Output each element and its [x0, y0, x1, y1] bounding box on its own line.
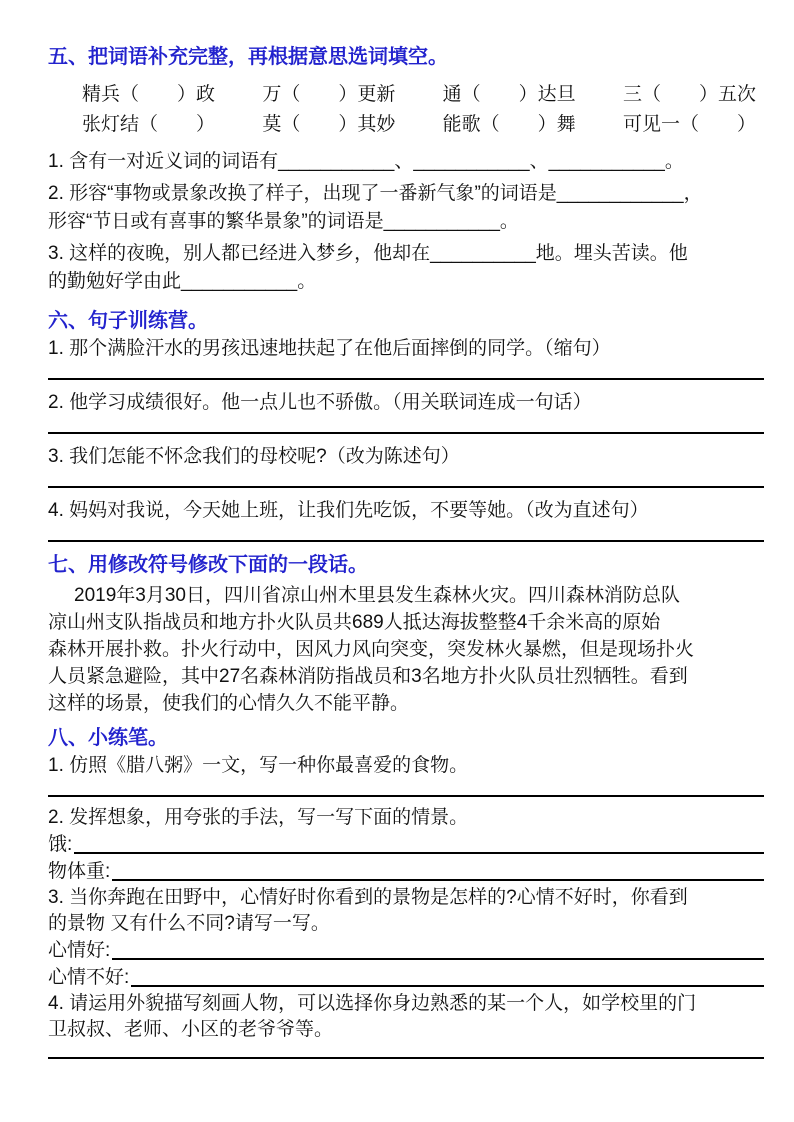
section-6 — [48, 308, 764, 542]
question-line: 1. 仿照《腊八粥》一文，写一种你最喜爱的食物。 — [48, 755, 469, 776]
idiom-cell: 精兵（ ）政 — [82, 84, 216, 105]
idiom-row-1 — [48, 80, 764, 110]
question-line-continuation: 卫叔叔、老师、小区的老爷爷等。 — [48, 1019, 334, 1040]
question-line: 3. 我们怎能不怀念我们的母校呢?（改为陈述句） — [48, 446, 460, 467]
section-8-heading: 八、小练笔。 — [48, 727, 168, 749]
question-line: 1. 含有一对近义词的词语有___________、___________、___________。 — [48, 151, 684, 172]
idiom-cell: 莫（ ）其妙 — [262, 114, 396, 135]
idiom-cell: 张灯结（ ） — [82, 114, 216, 135]
blank-label: 饿: — [48, 834, 73, 855]
blank-label: 物体重: — [48, 861, 111, 882]
idiom-cell: 通（ ）达旦 — [442, 84, 576, 105]
question-line: 4. 妈妈对我说，今天她上班，让我们先吃饭，不要等她。（改为直述句） — [48, 500, 649, 521]
answer-blank-line — [48, 795, 764, 797]
paragraph-line: 这样的场景，使我们的心情久久不能平静。 — [48, 693, 410, 714]
idiom-cell: 可见一（ ） — [622, 114, 756, 135]
paragraph-line: 2019年3月30日，四川省凉山州木里县发生森林火灾。四川森林消防总队 — [74, 585, 680, 606]
fill-blank-row — [48, 937, 764, 964]
fill-blank-row — [48, 964, 764, 991]
paragraph-line: 凉山州支队指战员和地方扑火队员共689人抵达海拔整整4千余米高的原始 — [48, 612, 661, 633]
blank-rule — [74, 852, 764, 854]
blank-rule — [131, 985, 764, 987]
section-8 — [48, 725, 764, 1059]
answer-blank-line — [48, 486, 764, 488]
fill-blank-row — [48, 858, 764, 885]
idiom-cell: 万（ ）更新 — [262, 84, 396, 105]
blank-label: 心情不好: — [48, 967, 130, 988]
question-line: 3. 这样的夜晚，别人都已经进入梦乡，他却在__________地。埋头苦读。他 — [48, 243, 688, 264]
section-6-heading: 六、句子训练营。 — [48, 310, 208, 332]
question-line-continuation: 形容“节日或有喜事的繁华景象”的词语是___________。 — [48, 211, 519, 232]
fill-blank-row — [48, 831, 764, 858]
question-line-continuation: 的勤勉好学由此___________。 — [48, 271, 317, 292]
section-5 — [48, 44, 764, 296]
idiom-row-2 — [48, 110, 764, 140]
section-7-heading: 七、用修改符号修改下面的一段话。 — [48, 554, 368, 576]
blank-rule — [112, 958, 764, 960]
answer-blank-line — [48, 1057, 764, 1059]
idiom-cell: 三（ ）五次 — [622, 84, 756, 105]
idiom-cell: 能歌（ ）舞 — [442, 114, 576, 135]
blank-rule — [112, 879, 764, 881]
answer-blank-line — [48, 378, 764, 380]
question-line: 4. 请运用外貌描写刻画人物，可以选择你身边熟悉的某一个人，如学校里的门 — [48, 993, 697, 1014]
question-line: 3. 当你奔跑在田野中，心情好时你看到的景物是怎样的?心情不好时，你看到 — [48, 887, 688, 908]
paragraph-line: 森林开展扑救。扑火行动中，因风力风向突变，突发林火暴燃，但是现场扑火 — [48, 639, 695, 660]
question-line: 2. 他学习成绩很好。他一点儿也不骄傲。（用关联词连成一句话） — [48, 392, 592, 413]
answer-blank-line — [48, 540, 764, 542]
question-line: 2. 形容“事物或景象改换了样子，出现了一番新气象”的词语是____________， — [48, 183, 703, 204]
question-line: 2. 发挥想象，用夸张的手法，写一写下面的情景。 — [48, 807, 469, 828]
question-line-continuation: 的景物 又有什么不同?请写一写。 — [48, 913, 330, 934]
section-5-heading: 五、把词语补充完整，再根据意思选词填空。 — [48, 46, 448, 68]
paragraph-line: 人员紧急避险，其中27名森林消防指战员和3名地方扑火队员壮烈牺牲。看到 — [48, 666, 688, 687]
answer-blank-line — [48, 432, 764, 434]
blank-label: 心情好: — [48, 940, 111, 961]
question-line: 1. 那个满脸汗水的男孩迅速地扶起了在他后面摔倒的同学。（缩句） — [48, 338, 611, 359]
section-7 — [48, 552, 764, 717]
